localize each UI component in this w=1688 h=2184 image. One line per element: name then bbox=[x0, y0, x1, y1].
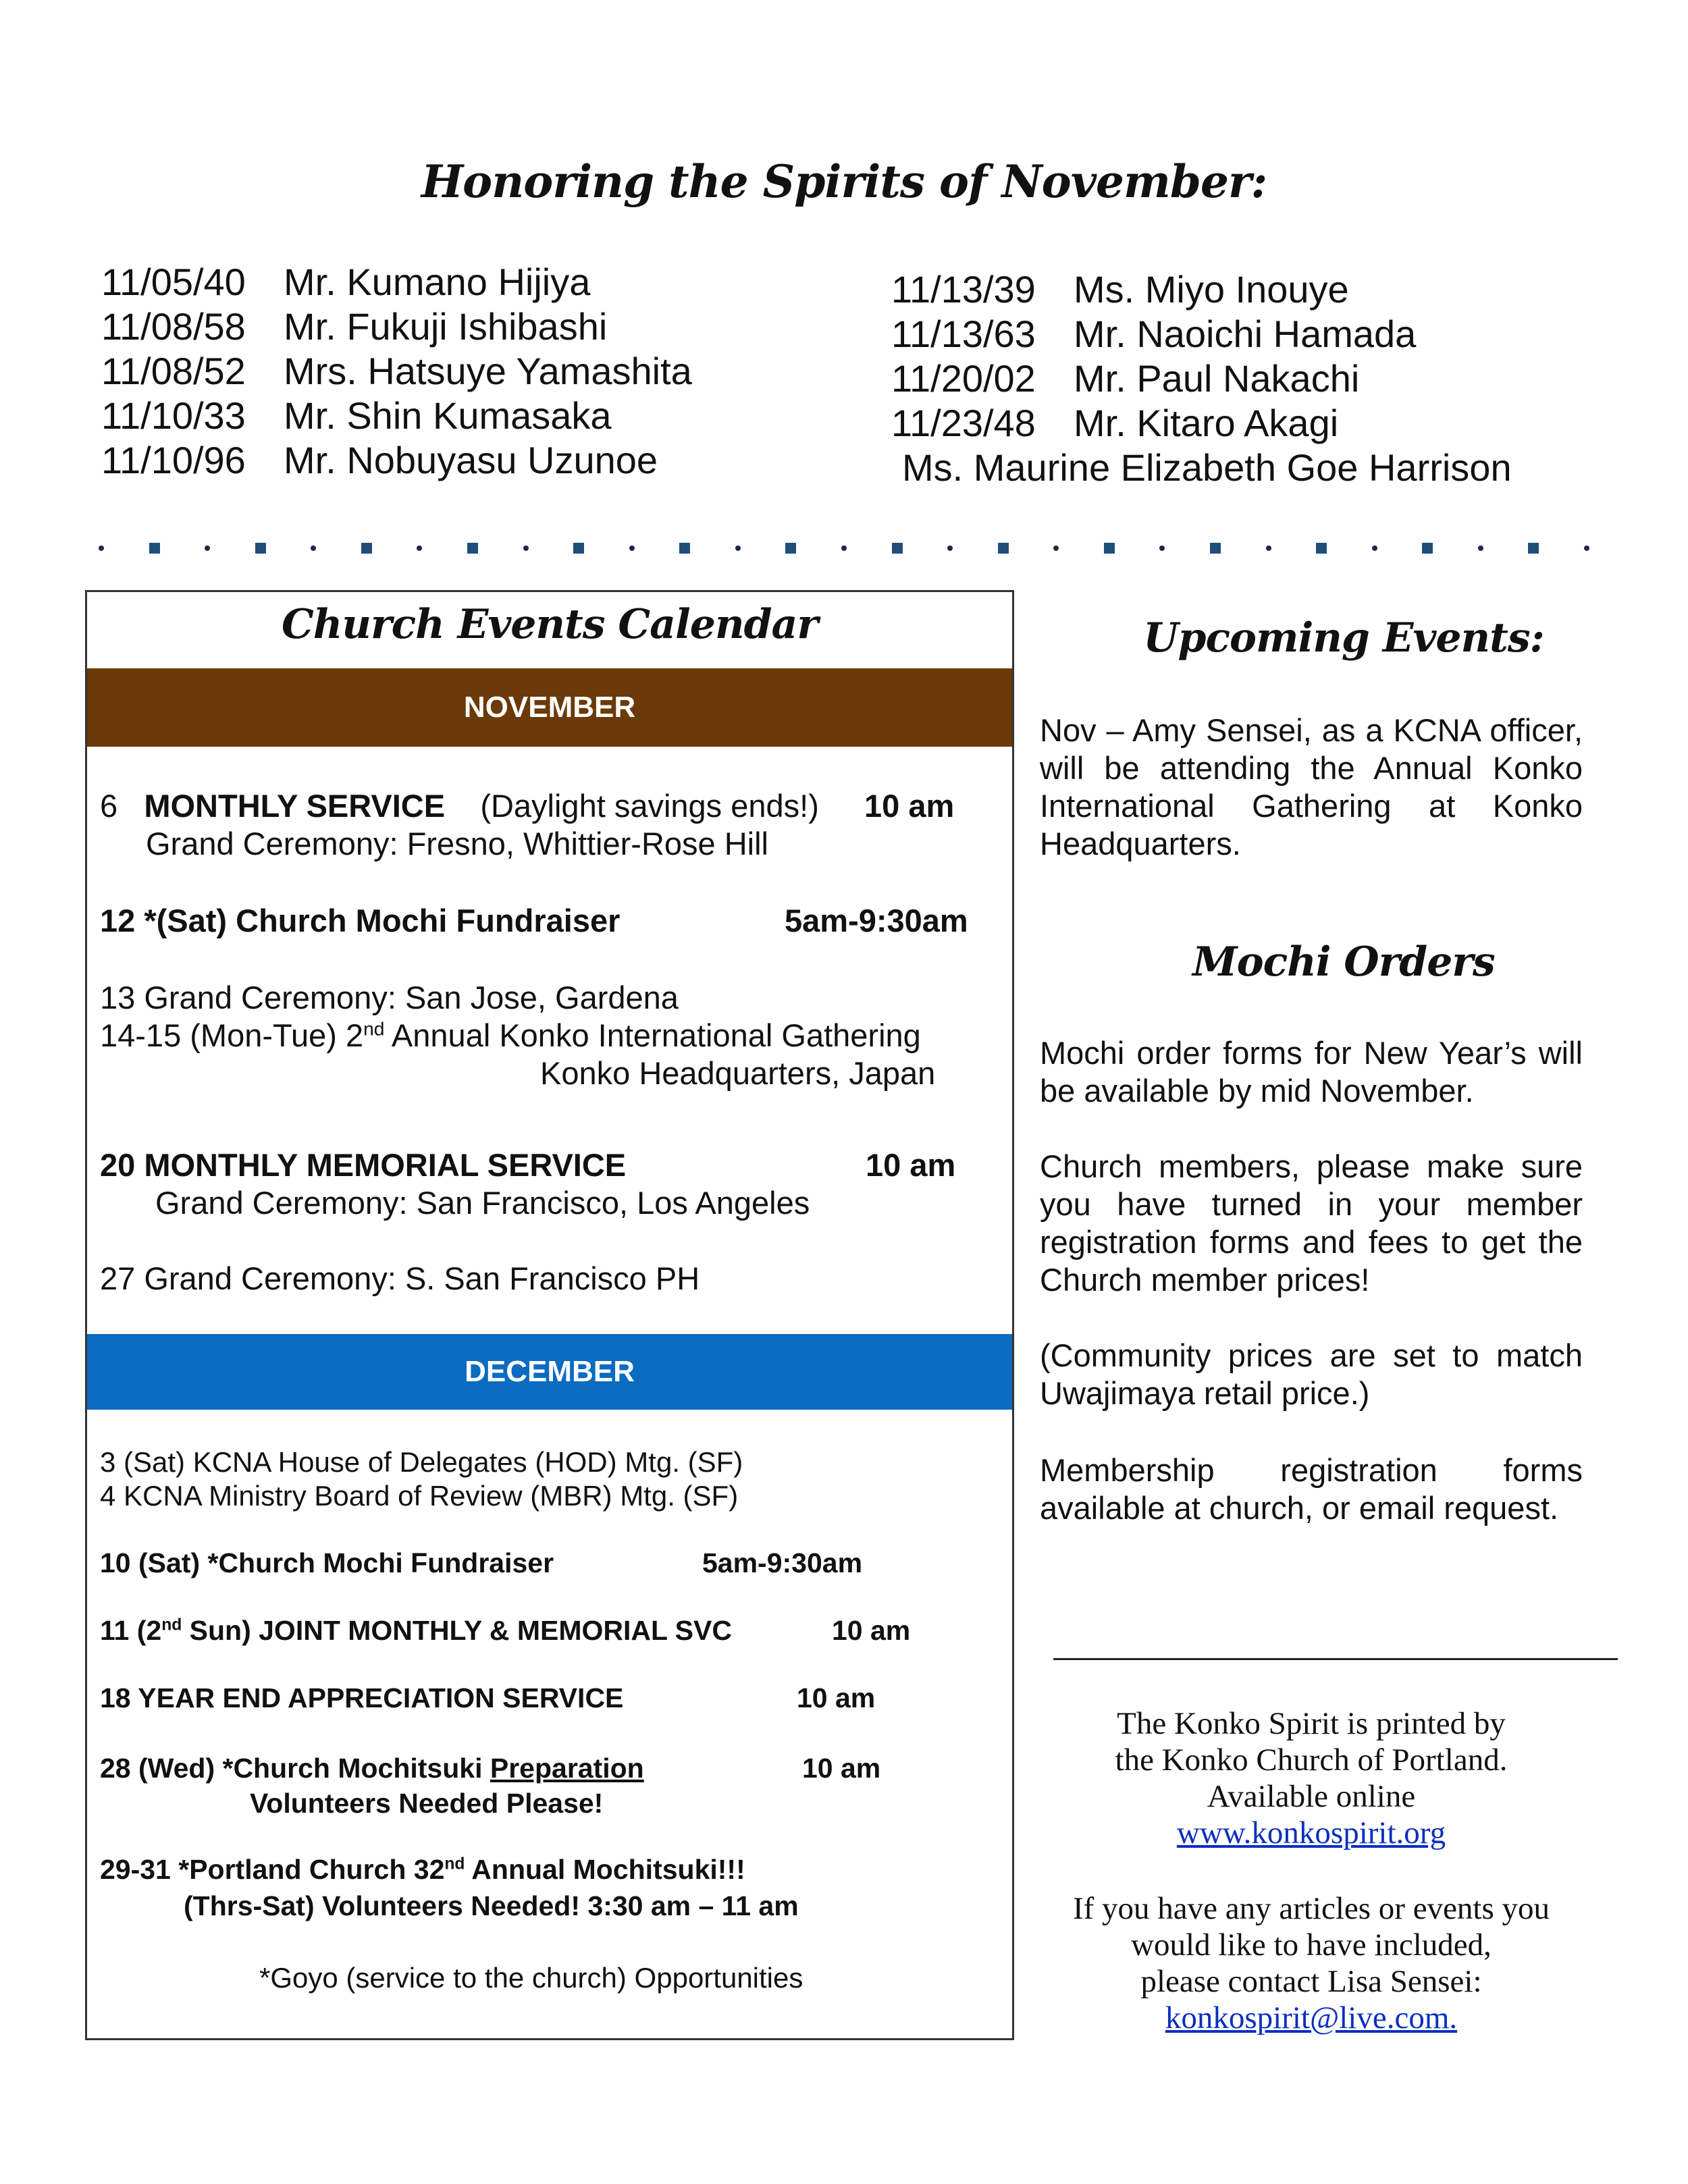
event-text: Annual Mochitsuki!!! bbox=[465, 1854, 745, 1885]
event-subtitle: (Thrs-Sat) Volunteers Needed! 3:30 am – 11 am bbox=[184, 1890, 799, 1921]
divider-square bbox=[892, 543, 903, 554]
event-sup: nd bbox=[161, 1616, 182, 1634]
website-link[interactable]: www.konkospirit.org bbox=[1176, 1815, 1446, 1850]
footer-line: Available online bbox=[1207, 1779, 1416, 1814]
divider-square bbox=[785, 543, 796, 554]
divider-dot bbox=[735, 545, 741, 551]
footer-website-link[interactable] bbox=[1040, 1815, 1583, 1851]
event-text: 28 (Wed) *Church Mochitsuki bbox=[100, 1753, 490, 1784]
divider-square bbox=[1316, 543, 1327, 554]
divider-dot bbox=[841, 545, 847, 551]
email-link[interactable]: konkospirit@live.com. bbox=[1165, 2000, 1458, 2035]
event-nov-27: 27 Grand Ceremony: S. San Francisco PH bbox=[100, 1260, 700, 1296]
divider-dot bbox=[1584, 545, 1589, 551]
divider-square bbox=[361, 543, 372, 554]
divider-square bbox=[149, 543, 160, 554]
event-dec-28 bbox=[100, 1753, 644, 1784]
event-note: (Daylight savings ends!) bbox=[480, 788, 819, 824]
event-time: 10 am bbox=[802, 1753, 881, 1784]
divider-dot bbox=[523, 545, 529, 551]
event-time: 10 am bbox=[797, 1682, 876, 1713]
divider-dot bbox=[311, 545, 316, 551]
mochi-paragraph: Membership registration forms available at church, or email request. bbox=[1040, 1452, 1583, 1526]
divider-square bbox=[998, 543, 1009, 554]
event-time: 5am-9:30am bbox=[702, 1547, 863, 1578]
memorial-date: 11/10/33 bbox=[101, 394, 246, 437]
honoring-title: Honoring the Spirits of November: bbox=[421, 155, 1267, 208]
mochi-paragraph: (Community prices are set to match Uwajimaya retail price.) bbox=[1040, 1337, 1583, 1411]
event-nov-12: 12 *(Sat) Church Mochi Fundraiser bbox=[100, 903, 621, 938]
event-time: 10 am bbox=[864, 788, 955, 824]
divider-square bbox=[1528, 543, 1539, 554]
event-nov-20: 20 MONTHLY MEMORIAL SERVICE bbox=[100, 1147, 627, 1183]
memorial-name: Mr. Kumano Hijiya bbox=[284, 261, 591, 303]
memorial-date: 11/08/58 bbox=[101, 305, 246, 348]
event-dec-29-31 bbox=[100, 1854, 745, 1886]
memorial-entry bbox=[891, 356, 1359, 400]
memorial-name: Mr. Nobuyasu Uzunoe bbox=[284, 439, 658, 481]
memorial-date: 11/13/63 bbox=[891, 313, 1036, 355]
memorial-name: Mrs. Hatsuye Yamashita bbox=[284, 350, 692, 392]
divider-square bbox=[1422, 543, 1433, 554]
memorial-name: Ms. Miyo Inouye bbox=[1074, 268, 1349, 311]
memorial-entry bbox=[891, 267, 1349, 311]
event-text: 11 (2 bbox=[100, 1615, 162, 1646]
memorial-name: Mr. Shin Kumasaka bbox=[284, 394, 612, 437]
event-dec-4: 4 KCNA Ministry Board of Review (MBR) Mtg. (SF) bbox=[100, 1480, 739, 1512]
event-nov-6 bbox=[100, 787, 819, 824]
event-subtitle: Volunteers Needed Please! bbox=[250, 1788, 604, 1819]
event-subtitle: Grand Ceremony: Fresno, Whittier-Rose Hill bbox=[146, 826, 768, 861]
mochi-paragraph: Church members, please make sure you have turned in your member registration forms and fees to get the Church member prices! bbox=[1040, 1148, 1583, 1298]
footer-line: The Konko Spirit is printed by bbox=[1117, 1706, 1506, 1741]
footer-rule bbox=[1053, 1658, 1618, 1660]
dotted-divider bbox=[101, 541, 1587, 555]
event-subtitle: Konko Headquarters, Japan bbox=[540, 1055, 936, 1091]
event-dec-10: 10 (Sat) *Church Mochi Fundraiser bbox=[100, 1547, 554, 1578]
divider-dot bbox=[417, 545, 422, 551]
memorial-date: 11/05/40 bbox=[101, 261, 246, 303]
divider-square bbox=[1210, 543, 1221, 554]
divider-dot bbox=[1372, 545, 1377, 551]
event-sup: nd bbox=[444, 1855, 465, 1873]
event-subtitle: Grand Ceremony: San Francisco, Los Angeles bbox=[155, 1185, 810, 1221]
memorial-date: 11/23/48 bbox=[891, 402, 1036, 444]
footer-line: would like to have included, bbox=[1131, 1927, 1492, 1963]
divider-dot bbox=[1478, 545, 1483, 551]
event-nov-14-15 bbox=[100, 1017, 921, 1054]
memorial-name: Mr. Fukuji Ishibashi bbox=[284, 305, 608, 348]
footer-email-link[interactable] bbox=[1040, 2000, 1583, 2036]
goyo-note: *Goyo (service to the church) Opportunities bbox=[259, 1962, 803, 1994]
event-text: 29-31 *Portland Church 32 bbox=[100, 1854, 445, 1885]
divider-square bbox=[255, 543, 266, 554]
event-text: 14-15 (Mon-Tue) 2 bbox=[100, 1017, 364, 1053]
december-header: DECEMBER bbox=[87, 1334, 1012, 1410]
event-time: 5am-9:30am bbox=[785, 903, 968, 938]
upcoming-title: Upcoming Events: bbox=[1143, 614, 1544, 662]
event-day: 6 bbox=[100, 788, 118, 824]
memorial-entry bbox=[101, 349, 692, 393]
memorial-entry-extra: Ms. Maurine Elizabeth Goe Harrison bbox=[902, 446, 1512, 489]
event-dec-11 bbox=[100, 1615, 732, 1647]
divider-square bbox=[1104, 543, 1115, 554]
divider-dot bbox=[1053, 545, 1059, 551]
memorial-entry bbox=[101, 260, 590, 304]
event-title: MONTHLY SERVICE bbox=[144, 788, 446, 824]
divider-square bbox=[467, 543, 478, 554]
upcoming-text: Nov – Amy Sensei, as a KCNA officer, will be attending the Annual Konko International Gathering at Konko Headquarters. bbox=[1040, 712, 1583, 861]
memorial-name: Mr. Naoichi Hamada bbox=[1074, 313, 1417, 355]
event-nov-13: 13 Grand Ceremony: San Jose, Gardena bbox=[100, 980, 679, 1015]
divider-square bbox=[573, 543, 584, 554]
divider-square bbox=[679, 543, 690, 554]
memorial-entry bbox=[891, 401, 1338, 445]
memorial-date: 11/08/52 bbox=[101, 350, 246, 392]
memorial-entry bbox=[891, 312, 1416, 356]
memorial-entry bbox=[101, 438, 658, 482]
divider-dot bbox=[99, 545, 104, 551]
memorial-name: Mr. Paul Nakachi bbox=[1074, 357, 1360, 400]
divider-dot bbox=[1159, 545, 1165, 551]
memorial-entry bbox=[101, 304, 607, 348]
memorial-entry bbox=[101, 394, 612, 437]
calendar-title: Church Events Calendar bbox=[281, 601, 818, 648]
mochi-title: Mochi Orders bbox=[1192, 938, 1495, 986]
event-underlined: Preparation bbox=[490, 1753, 644, 1784]
footer-line: the Konko Church of Portland. bbox=[1115, 1742, 1508, 1778]
november-header: NOVEMBER bbox=[87, 668, 1012, 747]
event-text: Annual Konko International Gathering bbox=[384, 1017, 921, 1053]
event-sup: nd bbox=[363, 1017, 385, 1040]
footer-line: please contact Lisa Sensei: bbox=[1140, 1964, 1482, 1999]
divider-dot bbox=[947, 545, 953, 551]
divider-dot bbox=[205, 545, 210, 551]
event-time: 10 am bbox=[832, 1615, 911, 1646]
memorial-name: Mr. Kitaro Akagi bbox=[1074, 402, 1339, 444]
memorial-date: 11/13/39 bbox=[891, 268, 1036, 311]
memorial-date: 11/20/02 bbox=[891, 357, 1036, 400]
mochi-paragraph: Mochi order forms for New Year’s will be available by mid November. bbox=[1040, 1035, 1583, 1109]
divider-dot bbox=[1266, 545, 1271, 551]
event-dec-18: 18 YEAR END APPRECIATION SERVICE bbox=[100, 1682, 624, 1713]
event-text: Sun) JOINT MONTHLY & MEMORIAL SVC bbox=[182, 1615, 732, 1646]
divider-dot bbox=[629, 545, 635, 551]
event-dec-3: 3 (Sat) KCNA House of Delegates (HOD) Mtg. (SF) bbox=[100, 1446, 743, 1478]
memorial-date: 11/10/96 bbox=[101, 439, 246, 481]
footer-line: If you have any articles or events you bbox=[1072, 1891, 1550, 1926]
event-time: 10 am bbox=[866, 1147, 956, 1183]
